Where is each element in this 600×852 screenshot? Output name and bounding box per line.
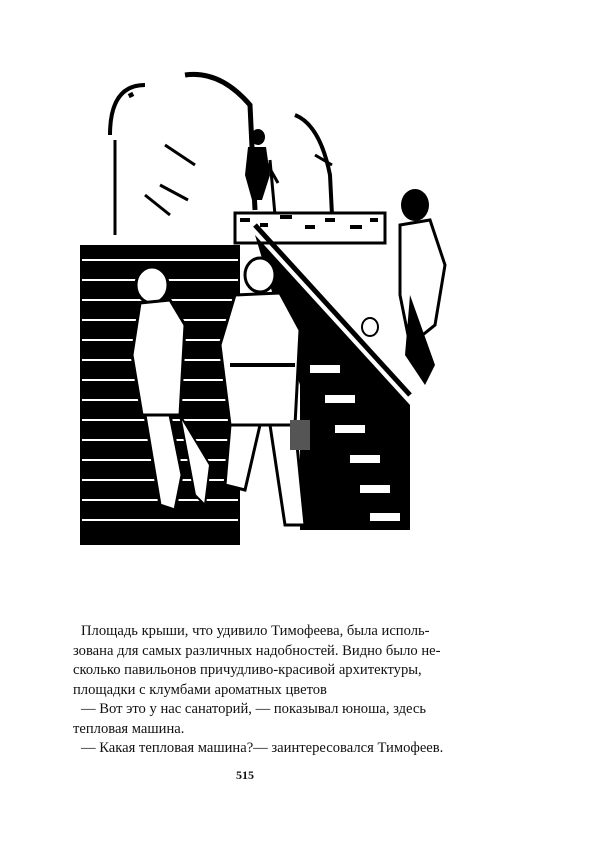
text-line: тепловая машина. xyxy=(73,720,185,737)
body-text xyxy=(73,622,465,759)
text-line: площадки с клумбами ароматных цветов xyxy=(73,681,327,698)
text-line: сколько павильонов причудливо-красивой архитектуры, xyxy=(73,662,422,678)
text-line: Площадь крыши, что удивило Тимофеева, была исполь- xyxy=(81,623,430,639)
text-line: — Какая тепловая машина?— заинтересовался Тимофеев. xyxy=(81,740,444,756)
staircase-illustration xyxy=(70,65,460,560)
text-line: зована для самых различных надобностей. Видно было не- xyxy=(73,642,441,659)
text-line: — Вот это у нас санаторий, — показывал юноша, здесь xyxy=(81,701,427,717)
page-number: 515 xyxy=(236,768,254,782)
